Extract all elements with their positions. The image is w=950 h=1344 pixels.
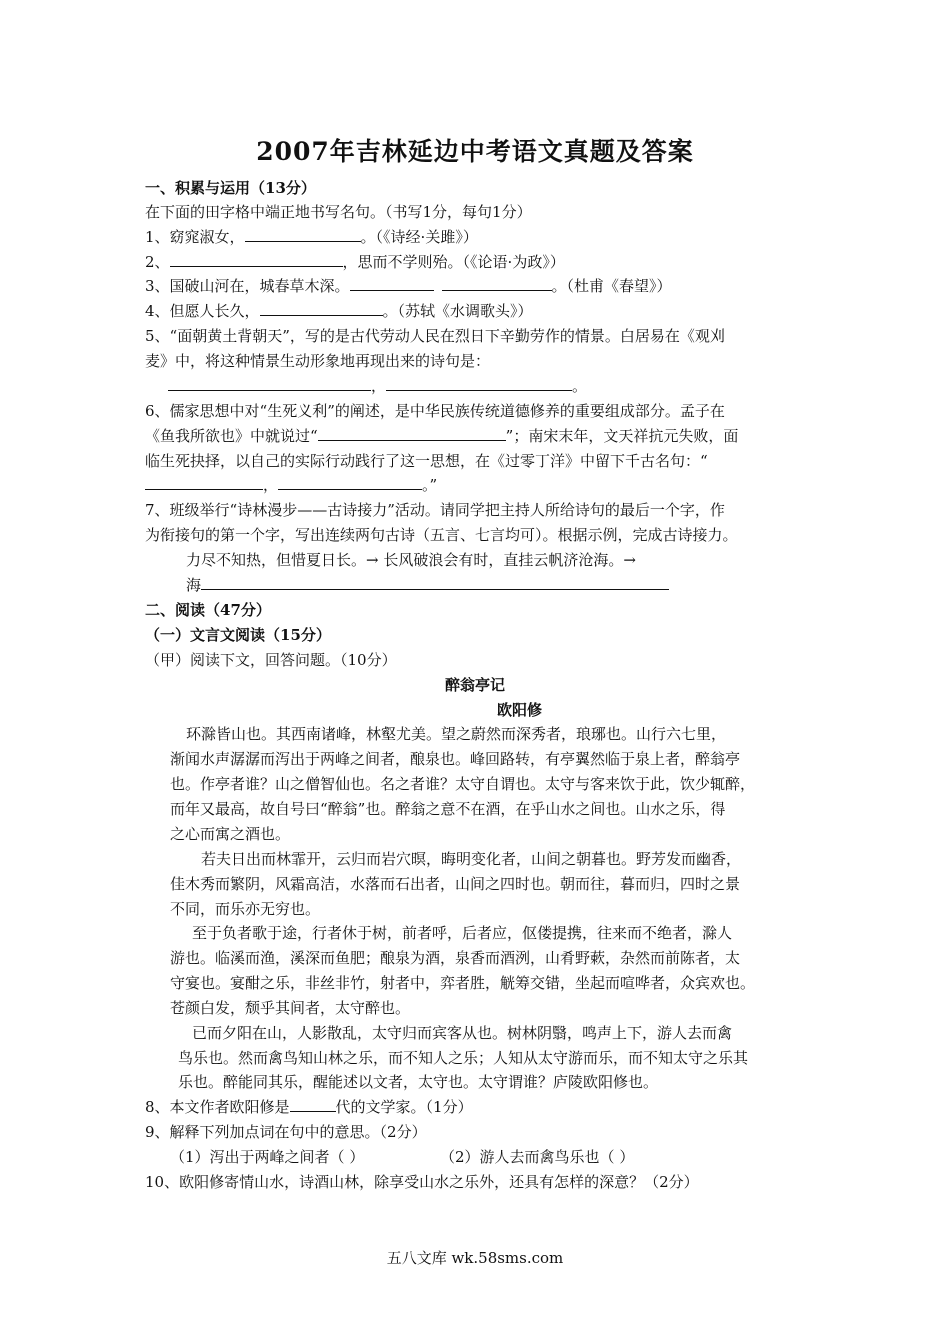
answer-blank[interactable] xyxy=(278,474,422,490)
question-5-line-2: 麦》中，将这种情景生动形象地再现出来的诗句是： xyxy=(145,352,491,370)
subsection-heading: （一）文言文阅读（15分） xyxy=(145,626,331,644)
question-6-line-1: 6、儒家思想中对“生死义利”的阐述，是中华民族传统道德修养的重要组成部分。孟子在 xyxy=(145,402,725,420)
question-6-line-4: ， 。” xyxy=(145,474,815,496)
essay-title: 醉翁亭记 xyxy=(444,676,505,694)
page-title: 2007年吉林延边中考语文真题及答案 xyxy=(256,137,694,166)
essay-line: 苍颜白发，颓乎其间者，太守醉也。 xyxy=(170,999,411,1017)
essay-line: 也。作亭者谁？山之僧智仙也。名之者谁？太守自谓也。太守与客来饮于此，饮少辄醉， xyxy=(170,775,756,793)
question-8: 8、本文作者欧阳修是 代的文学家。（1分） xyxy=(145,1098,473,1116)
essay-line: 而年又最高，故自号曰“醉翁”也。醉翁之意不在酒，在乎山水之间也。山水之乐，得 xyxy=(170,800,726,818)
essay-line: 若夫日出而林霏开，云归而岩穴暝，晦明变化者，山间之朝暮也。野芳发而幽香， xyxy=(201,850,742,868)
question-9-item-2: （2）游人去而禽鸟乐也（ ） xyxy=(440,1148,635,1166)
answer-blank[interactable] xyxy=(318,425,506,441)
section1-heading: 一、积累与运用（13分） xyxy=(145,179,316,197)
question-7-line-2: 为衔接句的第一个字，写出连续两句古诗（五言、七言均可）。根据示例，完成古诗接力。 xyxy=(145,526,738,544)
question-3: 3、国破山河在，城春草木深。 。（杜甫《春望》） xyxy=(145,277,672,295)
footer-watermark: 五八文库 wk.58sms.com xyxy=(386,1249,564,1267)
question-2: 2、 ，思而不学则殆。（《论语·为政》） xyxy=(145,253,565,271)
essay-line: 之心而寓之酒也。 xyxy=(170,825,291,843)
answer-blank[interactable] xyxy=(386,375,572,391)
answer-blank[interactable] xyxy=(442,275,552,291)
answer-blank[interactable] xyxy=(170,251,343,267)
question-4: 4、但愿人长久， 。（苏轼《水调歌头》） xyxy=(145,302,533,320)
essay-line: 守宴也。宴酣之乐，非丝非竹，射者中，弈者胜，觥筹交错，坐起而喧哗者，众宾欢也。 xyxy=(170,974,756,992)
essay-line: 渐闻水声潺潺而泻出于两峰之间者，酿泉也。峰回路转，有亭翼然临于泉上者，醉翁亭 xyxy=(170,750,741,768)
answer-blank[interactable] xyxy=(290,1096,336,1112)
question-9-stem: 9、解释下列加点词在句中的意思。（2分） xyxy=(145,1123,427,1141)
answer-blank[interactable] xyxy=(350,275,434,291)
essay-line: 至于负者歌于途，行者休于树，前者呼，后者应，伛偻提携，往来而不绝者，滁人 xyxy=(192,924,733,942)
essay-line: 不同，而乐亦无穷也。 xyxy=(170,900,321,918)
answer-blank[interactable] xyxy=(145,474,263,490)
question-7-example: 力尽不知热，但惜夏日长。→ 长风破浪会有时，直挂云帆济沧海。→ xyxy=(186,551,636,569)
answer-blank[interactable] xyxy=(260,300,383,316)
answer-blank[interactable] xyxy=(168,375,371,391)
question-6-line-3: 临生死抉择，以自己的实际行动践行了这一思想，在《过零丁洋》中留下千古名句：“ xyxy=(145,452,708,470)
question-1: 1、窈窕淑女， 。（《诗经·关雎》） xyxy=(145,228,478,246)
question-7-line-1: 7、班级举行“诗林漫步——古诗接力”活动。请同学把主持人所给诗句的最后一个字，作 xyxy=(145,501,725,519)
part-a-instruction: （甲）阅读下文，回答问题。（10分） xyxy=(145,651,397,669)
answer-blank[interactable] xyxy=(201,574,669,590)
question-5-line-3: ， 。 xyxy=(168,375,838,397)
question-7-answer: 海 xyxy=(186,574,856,596)
question-9-item-1: （1）泻出于两峰之间者（ ） xyxy=(170,1148,365,1166)
essay-line: 游也。临溪而渔，溪深而鱼肥；酿泉为酒，泉香而酒洌，山肴野蔌，杂然而前陈者，太 xyxy=(170,949,741,967)
essay-line: 佳木秀而繁阴，风霜高洁，水落而石出者，山间之四时也。朝而往，暮而归，四时之景 xyxy=(170,875,741,893)
answer-blank[interactable] xyxy=(245,226,361,242)
section1-intro: 在下面的田字格中端正地书写名句。（书写1分，每句1分） xyxy=(145,203,532,221)
question-5-line-1: 5、“面朝黄土背朝天”，写的是古代劳动人民在烈日下辛勤劳作的情景。白居易在《观刈 xyxy=(145,327,725,345)
essay-line: 乐也。醉能同其乐，醒能述以文者，太守也。太守谓谁？庐陵欧阳修也。 xyxy=(178,1073,659,1091)
question-10: 10、欧阳修寄情山水，诗酒山林，除享受山水之乐外，还具有怎样的深意？（2分） xyxy=(145,1173,699,1191)
section2-heading: 二、阅读（47分） xyxy=(145,601,271,619)
question-6-line-2: 《鱼我所欲也》中就说过“ ”；南宋末年，文天祥抗元失败，面 xyxy=(145,427,739,445)
essay-line: 环滁皆山也。其西南诸峰，林壑尤美。望之蔚然而深秀者，琅琊也。山行六七里， xyxy=(186,725,727,743)
essay-line: 鸟乐也。然而禽鸟知山林之乐，而不知人之乐；人知从太守游而乐，而不知太守之乐其 xyxy=(178,1049,749,1067)
essay-author: 欧阳修 xyxy=(497,701,543,719)
essay-line: 已而夕阳在山，人影散乱，太守归而宾客从也。树林阴翳，鸣声上下，游人去而禽 xyxy=(192,1024,733,1042)
